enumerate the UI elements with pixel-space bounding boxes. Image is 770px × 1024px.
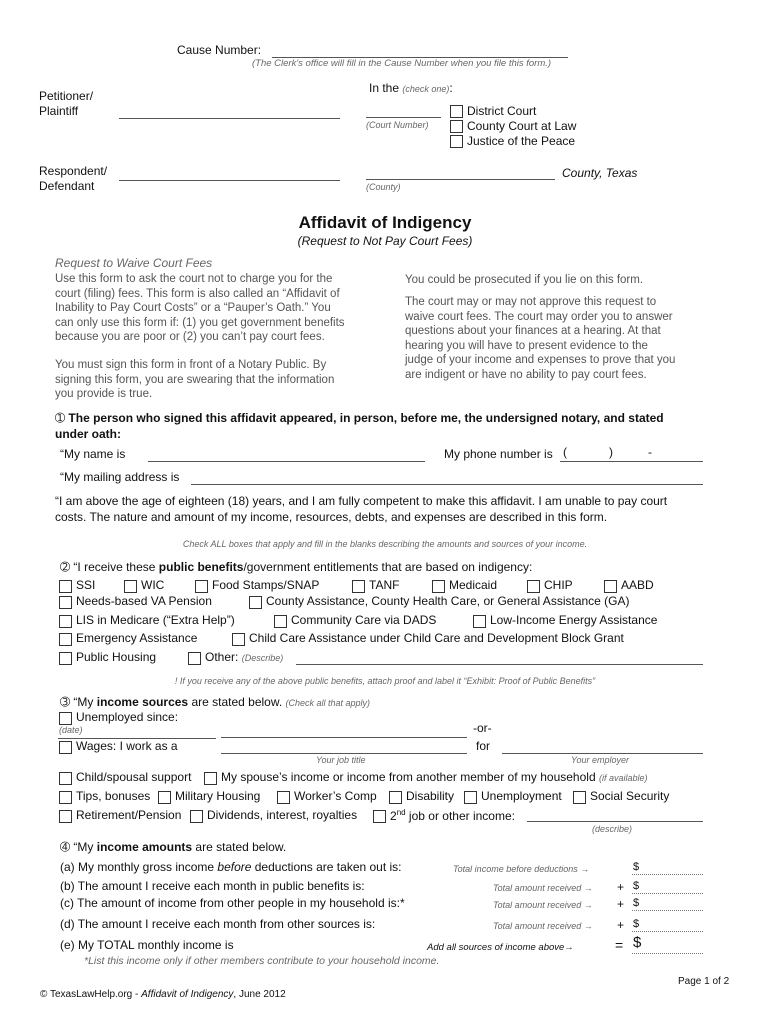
job-title-caption: Your job title <box>316 755 366 765</box>
statement-1: “I am above the age of eighteen (18) years, and I am fully competent to make this affidavit. I am unable to pay court <box>55 494 668 508</box>
date-caption: (date) <box>59 725 83 735</box>
petitioner-label-1: Petitioner/ <box>39 89 94 103</box>
military-housing-label: Military Housing <box>175 789 261 803</box>
food-stamps-label: Food Stamps/SNAP <box>212 578 320 592</box>
district-court-label: District Court <box>467 104 537 118</box>
line-b-amount-field[interactable] <box>632 893 703 894</box>
form-title: Affidavit of Indigency <box>298 213 472 232</box>
section2-intro: ➁ “I receive these public benefits/government entitlements that are based on indigency: <box>60 560 533 574</box>
community-care-label: Community Care via DADS <box>291 613 437 627</box>
other-benefit-checkbox[interactable] <box>188 652 201 665</box>
line-c-label: (c) The amount of income from other people in my household is:* <box>60 896 405 910</box>
employer-caption: Your employer <box>571 755 630 765</box>
disability-checkbox[interactable] <box>389 791 402 804</box>
community-care-checkbox[interactable] <box>274 615 287 628</box>
workers-comp-label: Worker’s Comp <box>294 789 377 803</box>
justice-of-peace-label: Justice of the Peace <box>467 134 576 148</box>
medicaid-checkbox[interactable] <box>432 580 445 593</box>
household-footnote: *List this income only if other members contribute to your household income. <box>84 955 440 967</box>
statement-2: costs. The nature and amount of my income, resources, debts, and expenses are described in this form. <box>55 510 608 524</box>
ssi-label: SSI <box>76 578 96 592</box>
lis-medicare-label: LIS in Medicare (“Extra Help”) <box>76 613 235 627</box>
va-pension-label: Needs-based VA Pension <box>76 594 212 608</box>
in-the-label: In the (check one): <box>369 81 453 95</box>
line-b-label: (b) The amount I receive each month in public benefits is: <box>60 879 365 893</box>
line-c-plus: + <box>617 897 625 911</box>
petitioner-label-2: Plaintiff <box>39 104 79 118</box>
county-caption: (County) <box>366 182 401 192</box>
section4-number: ➃ <box>60 840 71 854</box>
intro-right-p1: You could be prosecuted if you lie on this form. <box>405 274 644 286</box>
district-court-checkbox[interactable] <box>450 105 463 118</box>
social-security-checkbox[interactable] <box>573 791 586 804</box>
workers-comp-checkbox[interactable] <box>277 791 290 804</box>
justice-of-peace-checkbox[interactable] <box>450 135 463 148</box>
section1-number: ➀ <box>55 411 66 425</box>
section1-heading: ➀ The person who signed this affidavit appeared, in person, before me, the undersigned notary, and stated <box>55 411 664 425</box>
public-housing-label: Public Housing <box>76 650 157 664</box>
county-court-at-law-checkbox[interactable] <box>450 120 463 133</box>
unemployed-date-line[interactable] <box>221 737 467 738</box>
line-a-caption: Total income before deductions → <box>453 864 590 874</box>
line-e-amount-field[interactable] <box>632 953 703 954</box>
county-assistance-checkbox[interactable] <box>249 596 262 609</box>
line-e-equals: = <box>615 937 624 953</box>
child-care-assistance-label: Child Care Assistance under Child Care and Development Block Grant <box>249 631 624 645</box>
respondent-label-1: Respondent/ <box>39 164 108 178</box>
county-field[interactable] <box>366 179 555 180</box>
child-support-checkbox[interactable] <box>59 772 72 785</box>
child-care-assistance-checkbox[interactable] <box>232 633 245 646</box>
county-court-at-law-label: County Court at Law <box>467 119 577 133</box>
wages-label: Wages: I work as a <box>76 739 178 753</box>
line-a-amount-field[interactable] <box>632 874 703 875</box>
line-d-label: (d) The amount I receive each month from other sources is: <box>60 917 376 931</box>
section1-heading-2: under oath: <box>55 427 121 441</box>
aabd-checkbox[interactable] <box>604 580 617 593</box>
phone-field[interactable] <box>560 461 703 462</box>
dividends-checkbox[interactable] <box>190 810 203 823</box>
petitioner-field[interactable] <box>119 118 340 119</box>
unemployment-label: Unemployment <box>481 789 562 803</box>
line-c-caption: Total amount received → <box>493 900 593 910</box>
aabd-label: AABD <box>621 578 654 592</box>
retirement-checkbox[interactable] <box>59 810 72 823</box>
page-number: Page 1 of 2 <box>678 976 730 987</box>
line-e-label: (e) My TOTAL monthly income is <box>60 938 234 952</box>
phone-dash: - <box>648 445 652 459</box>
second-job-label: 2nd job or other income: <box>390 808 515 823</box>
intro-left-p2: You must sign this form in front of a Notary Public. By signing this form, you are swearing that the information you provide is true. <box>55 359 335 400</box>
respondent-field[interactable] <box>119 180 340 181</box>
line-d-caption: Total amount received → <box>493 921 593 931</box>
check-all-note: Check ALL boxes that apply and fill in the blanks describing the amounts and sources of your income. <box>182 539 588 549</box>
tanf-label: TANF <box>369 578 400 592</box>
intro-left-p1: Use this form to ask the court not to charge you for the court (filing) fees. This form is also called an “Affidavit of Inability to Pay Court Costs” or a “Pauper’s Oath.” You can only use this form if: (1) you get government benefits because you are poor or (2) you can’t pay court fees. <box>55 273 345 343</box>
court-number-field[interactable] <box>366 117 441 118</box>
copyright: © TexasLawHelp.org - Affidavit of Indigency, June 2012 <box>40 989 286 1000</box>
spouse-income-label: My spouse’s income or income from another member of my household (if available) <box>221 770 648 784</box>
tips-checkbox[interactable] <box>59 791 72 804</box>
line-b-plus: + <box>617 880 625 894</box>
spouse-income-checkbox[interactable] <box>204 772 217 785</box>
line-d-dollar: $ <box>633 918 640 930</box>
wages-checkbox[interactable] <box>59 741 72 754</box>
intro-heading: Request to Waive Court Fees <box>55 256 213 270</box>
form-subtitle: (Request to Not Pay Court Fees) <box>297 234 473 248</box>
mailing-address-field[interactable] <box>191 484 703 485</box>
other-income-field[interactable] <box>527 821 703 822</box>
section2-number: ➁ <box>60 560 71 574</box>
exhibit-note: ! If you receive any of the above public benefits, attach proof and label it “Exhibit: Proof of Public Benefits” <box>174 676 596 686</box>
social-security-label: Social Security <box>590 789 670 803</box>
line-d-amount-field[interactable] <box>632 931 703 932</box>
county-texas-label: County, Texas <box>562 166 638 180</box>
line-b-dollar: $ <box>633 880 640 892</box>
phone-label: My phone number is <box>444 447 553 461</box>
section3-number: ➂ <box>60 695 71 709</box>
line-a-label: (a) My monthly gross income before deductions are taken out is: <box>60 860 402 874</box>
tips-label: Tips, bonuses <box>76 789 151 803</box>
retirement-label: Retirement/Pension <box>76 808 182 822</box>
describe-caption: (describe) <box>592 824 633 834</box>
other-benefit-label: Other: (Describe) <box>205 650 284 664</box>
chip-checkbox[interactable] <box>527 580 540 593</box>
phone-open: ( <box>563 445 567 459</box>
child-support-label: Child/spousal support <box>76 770 192 784</box>
other-benefit-field[interactable] <box>296 664 703 665</box>
food-stamps-checkbox[interactable] <box>195 580 208 593</box>
for-label: for <box>476 739 491 753</box>
wic-checkbox[interactable] <box>124 580 137 593</box>
tanf-checkbox[interactable] <box>352 580 365 593</box>
chip-label: CHIP <box>544 578 573 592</box>
public-housing-checkbox[interactable] <box>59 652 72 665</box>
line-b-caption: Total amount received → <box>493 883 593 893</box>
name-label: “My name is <box>60 447 126 461</box>
clerk-note: (The Clerk's office will fill in the Cause Number when you file this form.) <box>252 58 552 69</box>
line-d-plus: + <box>617 918 625 932</box>
job-title-field[interactable] <box>221 753 467 754</box>
wic-label: WIC <box>141 578 165 592</box>
line-a-dollar: $ <box>633 861 640 873</box>
employer-field[interactable] <box>502 753 703 754</box>
section4-intro: ➃ “My income amounts are stated below. <box>60 840 287 854</box>
energy-assistance-label: Low-Income Energy Assistance <box>490 613 658 627</box>
phone-close: ) <box>609 445 613 459</box>
line-e-caption: Add all sources of income above→ <box>427 942 574 953</box>
or-label: -or- <box>473 721 492 735</box>
line-e-dollar: $ <box>633 934 642 951</box>
cause-number-label: Cause Number: <box>177 43 262 57</box>
ssi-checkbox[interactable] <box>59 580 72 593</box>
emergency-assistance-checkbox[interactable] <box>59 633 72 646</box>
unemployed-checkbox[interactable] <box>59 712 72 725</box>
energy-assistance-checkbox[interactable] <box>473 615 486 628</box>
county-assistance-label: County Assistance, County Health Care, or General Assistance (GA) <box>266 594 630 608</box>
line-c-amount-field[interactable] <box>632 910 703 911</box>
court-number-caption: (Court Number) <box>366 120 429 130</box>
military-housing-checkbox[interactable] <box>158 791 171 804</box>
respondent-label-2: Defendant <box>39 179 95 193</box>
intro-right-p2: The court may or may not approve this request to waive court fees. The court may order you to answer questions about your finances at a hearing. At that hearing you will have to present evidence to the judge of your income and expenses to prove that you are indigent or have no ability to pay court fees. <box>405 296 676 381</box>
emergency-assistance-label: Emergency Assistance <box>76 631 198 645</box>
medicaid-label: Medicaid <box>449 578 498 592</box>
unemployed-label: Unemployed since: <box>76 710 179 724</box>
section3-intro: ➂ “My income sources are stated below. (Check all that apply) <box>60 695 371 709</box>
lis-medicare-checkbox[interactable] <box>59 615 72 628</box>
line-c-dollar: $ <box>633 897 640 909</box>
unemployment-checkbox[interactable] <box>464 791 477 804</box>
second-job-checkbox[interactable] <box>373 810 386 823</box>
name-field[interactable] <box>148 461 425 462</box>
dividends-label: Dividends, interest, royalties <box>207 808 358 822</box>
va-pension-checkbox[interactable] <box>59 596 72 609</box>
mailing-label: “My mailing address is <box>60 470 180 484</box>
disability-label: Disability <box>406 789 455 803</box>
